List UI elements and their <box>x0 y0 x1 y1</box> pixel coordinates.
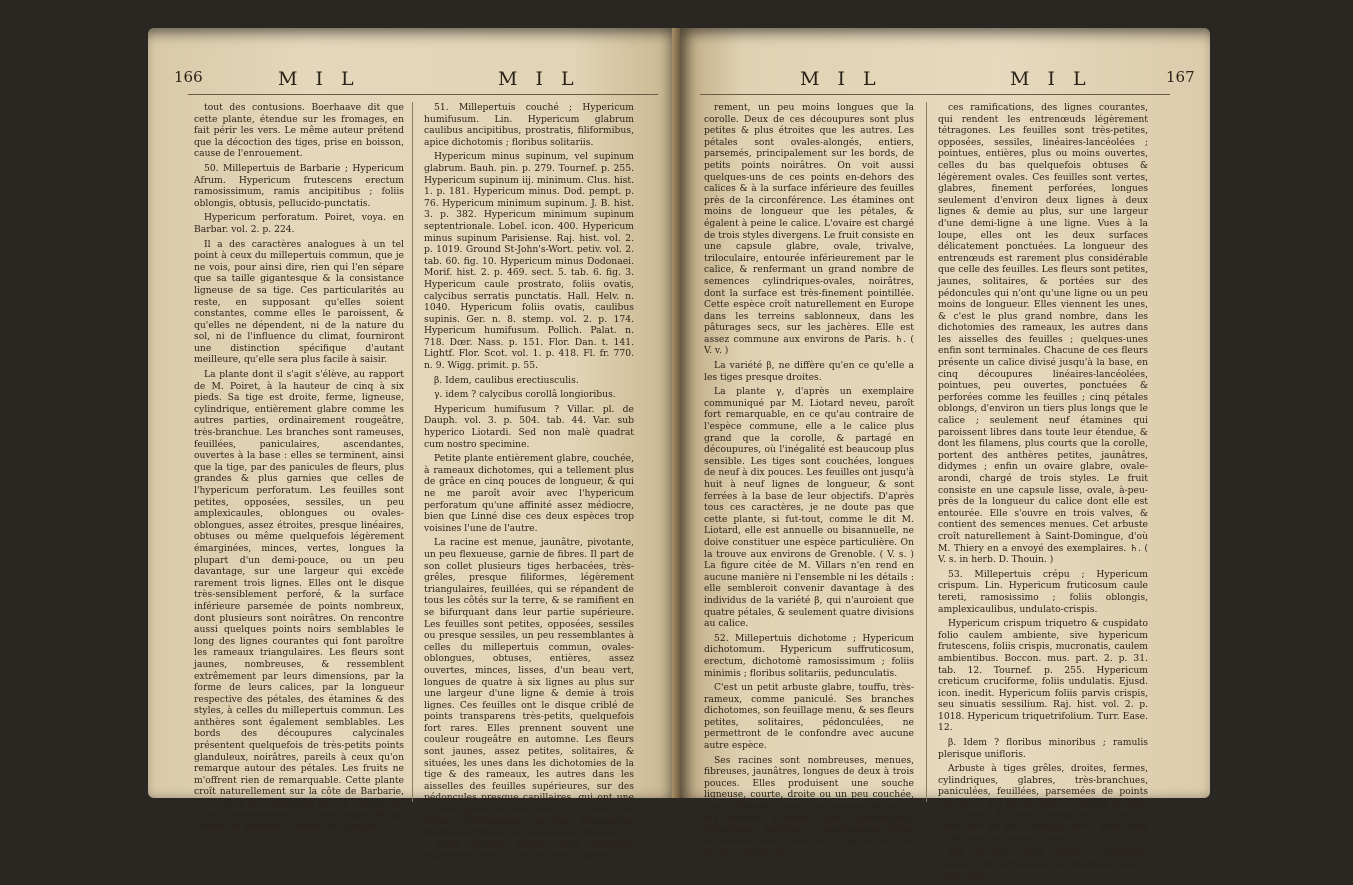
paragraph: rement, un peu moins longues que la corolle. Deux de ces découpures sont plus petites & plus étroites que les autres. Les pétales sont ovales-alongés, entiers, parsemés, principalement sur les bords, de petits points noirâtres. On voit aussi quelques-uns de ces points en-dehors des calices & à la surface inférieure des feuilles près de la circonférence. Les étamines ont moins de longueur que les pétales, & égalent à peine le calice. L'ovaire est chargé de trois styles divergens. Le fruit consiste en une capsule glabre, ovale, trivalve, triloculaire, entourée inférieurement par le calice, & renfermant un grand nombre de semences cylindriques-ovales, noirâtres, dont la surface est très-finement pointillée. Cette espèce croît naturellement en Europe dans les terreins sablonneux, dans les pâturages secs, sur les jachères. Elle est assez commune aux environs de Paris. ♄. ( V. v. ) <box>704 102 914 357</box>
paragraph: La plante γ, d'après un exemplaire communiqué par M. Liotard neveu, paroît fort remarquable, en ce qu'au contraire de l'espèce commune, elle a le calice plus grand que la corolle, & partagé en découpures, où l'inégalité est beaucoup plus sensible. Les tiges sont couchées, longues de neuf à dix pouces. Les feuilles ont jusqu'à huit à neuf lignes de longueur, & sont ferrées à la base de leur objectifs. D'après tous ces caractères, je ne doute pas que cette plante, si fut-tout, comme le dit M. Liotard, elle est annuelle ou bisannuelle, ne doive constituer une espèce particulière. On la trouve aux environs de Grenoble. ( V. s. ) La figure citée de M. Villars n'en rend en aucune manière ni l'ensemble ni les détails : elle sembleroit convenir davantage à des individus de la variété β, qui n'auroient que quatre pétales, & seulement quatre divisions au calice. <box>704 386 914 630</box>
paragraph: C'est un petit arbuste glabre, touffu, très-rameux, comme paniculé. Ses branches dichotomes, son feuillage menu, & ses fleurs petites, solitaires, pédonculées, ne permettront de le confondre avec aucune autre espèce. <box>704 682 914 752</box>
paragraph: 50. Millepertuis de Barbarie ; Hypericum Afrum. Hypericum frutescens erectum ramosissimum, ramis ancipitibus ; foliis oblongis, obtusis, pellucido-punctatis. <box>194 162 404 209</box>
right-page <box>680 28 1210 882</box>
running-head-right-2: M I L <box>1010 68 1092 90</box>
paragraph: Ses racines sont nombreuses, menues, fibreuses, jaunâtres, longues de deux à trois pouces. Elles produisent une souche ligneuse, courte, droite ou un peu couchée, d'où s'élèvent, jusqu'à la hauteur de huit à dix pouces, plusieurs tiges cylindriques, dichotomes, feuillées, à ramifications grêles & médiocrement ouvertes. On apperçoit, sur les plus jeunes de <box>704 754 914 859</box>
paragraph: Ses feuilles sont petites, opposées, sessiles, amplexicaules, ovales-oblongues, à peine poin- <box>938 847 1148 882</box>
right-column-1 <box>704 102 914 862</box>
right-column-2 <box>938 102 1148 885</box>
paragraph: tout des contusions. Boerhaave dit que cette plante, étendue sur les fromages, en fait périr les vers. Le même auteur prétend que la décoction des tiges, prise en boisson, cause de l'enrouement. <box>194 102 404 160</box>
running-head-left-2: M I L <box>498 68 580 90</box>
column-separator <box>412 102 413 802</box>
paragraph: β. Idem, caulibus erectiusculis. <box>434 374 579 386</box>
page-number-left: 166 <box>174 68 203 86</box>
paragraph: Hypericum crispum triquetro & cuspidato folio caulem ambiente, sive hypericum frutescens, foliis crispis, mucronatis, caulem ambientibus. Boccon. mus. part. 2. p. 31. tab. 12. Tournef. p. 255. Hypericum creticum cruciforme, foliis undulatis. Ejusd. icon. inedit. Hypericum foliis parvis crispis, seu sinuatis sessilium. Raj. hist. vol. 2. p. 1018. Hypericum triquetrifolium. Turr. Ease. 12. <box>938 618 1148 734</box>
paragraph: 52. Millepertuis dichotome ; Hypericum dichotomum. Hypericum suffruticosum, erectum, dichotomè ramosissimum ; foliis minimis ; floribus solitariis, pedunculatis. <box>704 632 914 679</box>
paragraph: Petite plante entièrement glabre, couchée, à rameaux dichotomes, qui a tellement plus de grâce en cinq pouces de longueur, & qui ne me paroît avoir avec l'hypericum perforatum qu'une affinité assez médiocre, bien que Linné dise ces deux espèces trop voisines l'une de l'autre. <box>424 453 634 534</box>
paragraph: 51. Millepertuis couché ; Hypericum humifusum. Lin. Hypericum glabrum caulibus ancipitibus, prostratis, filiformibus, apice dichotomis ; floribus solitariis. <box>424 102 634 148</box>
left-column-1 <box>194 102 404 847</box>
page-number-right: 167 <box>1166 68 1195 86</box>
paragraph: La variété β, ne diffère qu'en ce qu'elle a les tiges presque droites. <box>704 360 914 383</box>
paragraph: Hypericum minus supinum, vel supinum glabrum. Bauh. pin. p. 279. Tournef. p. 255. Hypericum supinum iij. minimum. Clus. hist. 1. p. 181. Hypericum minus. Dod. pempt. p. 76. Hypericum minimum supinum. J. B. hist. 3. p. 382. Hypericum minimum supinum septentrionale. Lobel. icon. 400. Hypericum minus supinum Parisiense. Raj. hist. vol. 2. p. 1019. Ground St-John's-Wort. petiv. vol. 2. tab. 60. fig. 10. Hypericum minus Dodonaei. Morif. hist. 2. p. 469. sect. 5. tab. 6. fig. 3. Hypericum caule prostrato, foliis ovatis, calycibus serratis punctatis. Hall. Helv. n. 1040. Hypericum foliis ovatis, caulibus supinis. Ger. n. 8. stemp. vol. 2. p. 174. Hypericum humifusum. Pollich. Palat. n. 718. Dœr. Nass. p. 151. Flor. Dan. t. 141. Lightf. Flor. Scot. vol. 1. p. 418. Fl. fr. 770. n. 9. Wigg. primit. p. 55. <box>424 151 634 372</box>
column-separator <box>926 102 927 802</box>
running-head-left-1: M I L <box>278 68 360 90</box>
header-rule <box>188 94 658 95</box>
paragraph: 53. Millepertuis crépu ; Hypericum crispum. Lin. Hypericum fruticosum caule tereti, ramosissimo ; foliis oblongis, amplexicaulibus, undulato-crispis. <box>938 568 1148 615</box>
header-rule <box>700 94 1170 95</box>
paragraph: Arbuste à tiges grêles, droites, fermes, cylindriques, glabres, très-branchues, paniculées, feuillées, parsemées de points noirâtres, qui paroît avoir au moins un pied à un pied & demi d'élévation, & que le caractère de son feuillage suffit pour faire distinguer au premier aspect. <box>938 763 1148 844</box>
paragraph: Hypericum perforatum. Poiret, voya. en Barbar. vol. 2. p. 224. <box>194 212 404 235</box>
running-head-right-1: M I L <box>800 68 882 90</box>
paragraph: La plante dont il s'agit s'élève, au rapport de M. Poiret, à la hauteur de cinq à six pieds. Sa tige est droite, ferme, ligneuse, cylindrique, entièrement glabre comme les autres parties, ordinairement rougeâtre, très-branchue. Les branches sont rameuses, feuillées, paniculaires, ascendantes, ouvertes à la base : elles se terminent, ainsi que la tige, par des panicules de fleurs, plus grandes & plus garnies que celles de l'hypericum perforatum. Les feuilles sont petites, opposées, sessiles, un peu amplexicaules, oblongues ou ovales-oblongues, assez étroites, presque linéaires, obtuses ou même quelquefois légèrement émarginées, minces, vertes, longues la plupart d'un demi-pouce, ou un peu davantage, sur une largeur qui excède rarement trois lignes. Elles ont le disque très-sensiblement perforé, & la surface inférieure parsemée de points nombreux, dont plusieurs sont noirâtres. On rencontre aussi quelques points noirs semblables le long des lignes courantes qui font paroître les rameaux triangulaires. Les fleurs sont jaunes, nombreuses, & ressemblent extrêmement par leurs dimensions, par la forme de leurs calices, par la longueur respective des pétales, des étamines & des styles, à celles du millepertuis commun. Les anthères sont également semblables. Les bords des découpures calycinales présentent quelquefois de très-petits points glanduleux, noirâtres, pareils à ceux qu'on remarque autour des pétales. Les fruits ne m'offrent rien de remarquable. Cette plante croît naturellement sur la côte de Barbarie, d'où elle a été rapportée par M. Poiret, qui m'en a communiqué un exemplaire. M. de Jussieu la possède colligée en Espagne. ♄. ( V. s. ) <box>194 369 404 844</box>
paragraph: ces ramifications, des lignes courantes, qui rendent les entrenœuds légèrement tétragones. Les feuilles sont très-petites, opposées, sessiles, linéaires-lancéolées ; pointues, entières, plus ou moins ouvertes, celles du bas quelquefois obtuses & légèrement ovales. Ces feuilles sont vertes, glabres, finement perforées, longues seulement d'environ deux lignes à deux lignes & demie au plus, sur une largeur d'une demi-ligne à une ligne. Vues à la loupe, elles ont les deux surfaces délicatement ponctuées. La longueur des entrenœuds est rarement plus considérable que celle des feuilles. Les fleurs sont petites, jaunes, solitaires, & portées sur des pédoncules qui n'ont qu'une ligne ou un peu moins de longueur. Elles viennent les unes, & c'est le plus grand nombre, dans les dichotomies des rameaux, les autres dans les aisselles des feuilles ; quelques-unes enfin sont terminales. Chacune de ces fleurs présente un calice divisé jusqu'à la base, en cinq découpures linéaires-lancéolées, pointues, peu ouvertes, ponctuées & perforées comme les feuilles ; cinq pétales oblongs, d'environ un tiers plus longs que le calice ; seulement neuf étamines qui paroissent libres dans toute leur étendue, & dont les filamens, plus courts que la corolle, portent des anthères petites, jaunâtres, didymes ; enfin un ovaire glabre, ovale-arondi, chargé de trois styles. Le fruit consiste en une capsule lisse, ovale, à-peu-près de la longueur du calice dont elle est entourée. Elle s'ouvre en trois valves, & contient des semences menues. Cet arbuste croît naturellement à Saint-Domingue, d'où M. Thiery en a envoyé des exemplaires. ♄. ( V. s. in herb. D. Thouin. ) <box>938 102 1148 566</box>
paragraph: β. Idem ? floribus minoribus ; ramulis plerisque unifloris. <box>938 737 1148 760</box>
left-page <box>148 28 678 862</box>
paragraph: Hypericum humifusum ? Villar. pl. de Dauph. vol. 3. p. 504. tab. 44. Var. sub hyperico Liotardi. Sed non malè quadrat cum nostro specimine. <box>424 403 634 450</box>
left-column-2 <box>424 102 634 865</box>
paragraph: γ. idem ? calycibus corollâ longioribus. <box>434 389 616 401</box>
paragraph: La racine est menue, jaunâtre, pivotante, un peu flexueuse, garnie de fibres. Il part de son collet plusieurs tiges herbacées, très-grêles, presque filiformes, légèrement triangulaires, feuillées, qui se répandent de tous les côtés sur la terre, & se ramifient en se bifurquant dans leur partie supérieure. Les feuilles sont petites, opposées, sessiles ou presque sessiles, un peu ressemblantes à celles du millepertuis commun, ovales-oblongues, obtuses, entières, assez ouvertes, minces, lisses, d'un beau vert, longues de quatre à six lignes au plus sur une largeur d'une ligne & demie à trois lignes. Ces feuilles ont le disque criblé de points transparens très-petits, quelquefois fort rares. Elles prennent souvent une couleur rougeâtre en automne. Les fleurs sont jaunes, assez petites, solitaires, & situées, les unes dans les dichotomies de la tige & des rameaux, les autres dans les aisselles des feuilles supérieures, sur des pédoncules presque capillaires, qui ont une à trois lignes de longueur. Leur calice est divisé profondément en cinq découpures ovales-oblongues ou lancéolées, obtuses ou à peine pointues, glabres, pour l'ordinaire légèrement denticulées en scie supérieu- <box>424 537 634 862</box>
paragraph: Il a des caractères analogues à un tel point à ceux du millepertuis commun, que je ne vois, pour ainsi dire, rien qui l'en sépare que sa taille gigantesque & la consistance ligneuse de sa tige. Ces particularités au reste, en supposant qu'elles soient constantes, comme elles le paroissent, & qu'elles ne dépendent, ni de la nature du sol, ni de l'influence du climat, fourniront une distinction spécifique d'autant meilleure, qu'elle sera plus facile à saisir. <box>194 238 404 366</box>
